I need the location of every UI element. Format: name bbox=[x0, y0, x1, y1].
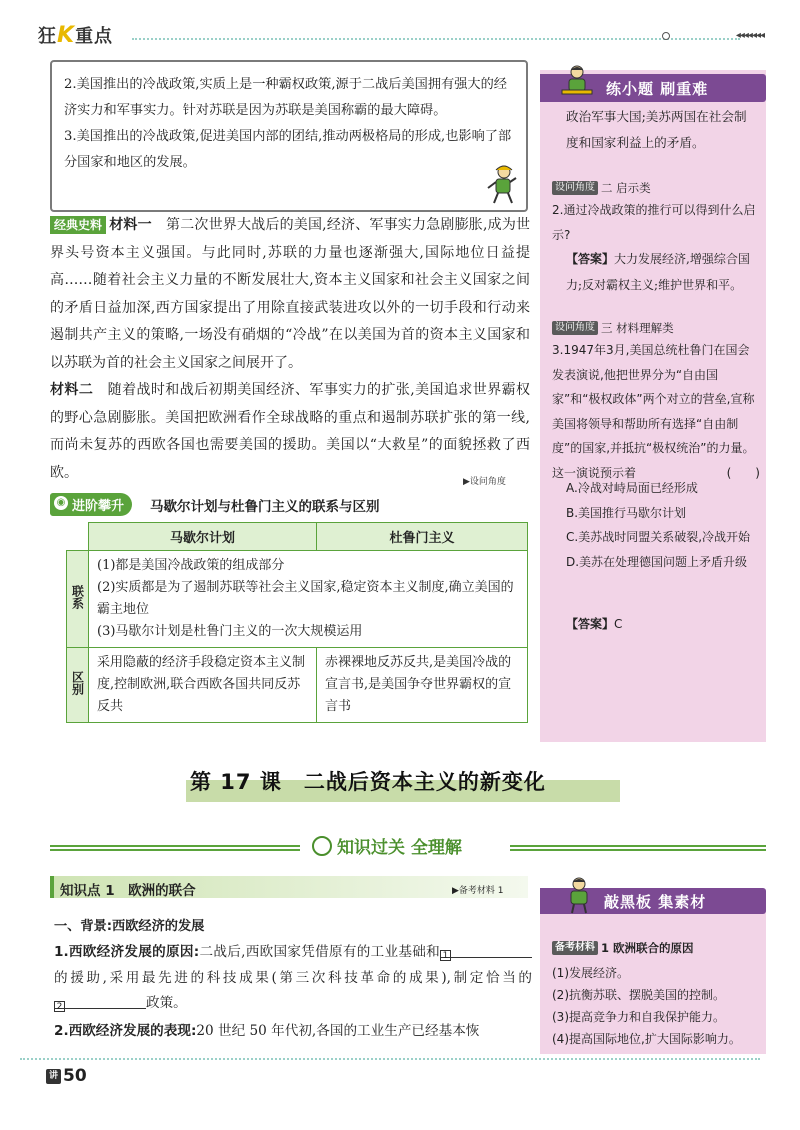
question-2: 2.通过冷战政策的推行可以得到什么启示? bbox=[552, 203, 756, 242]
angle-tag: 设问角度 bbox=[552, 181, 598, 195]
option-b[interactable]: B.美国推行马歇尔计划 bbox=[566, 505, 687, 520]
angle-tag: 设问角度 bbox=[552, 321, 598, 335]
item-2: 2.西欧经济发展的表现:20 世纪 50 年代初,各国的工业生产已经基本恢 bbox=[54, 1023, 480, 1039]
list-item: (2)抗衡苏联、摆脱美国的控制。 bbox=[552, 988, 725, 1002]
practice-title: 练小题 刷重难 bbox=[606, 80, 709, 98]
row-link-content: (1)都是美国冷战政策的组成部分 (2)实质都是为了遏制苏联等社会主义国家,稳定资本主义制度,确立美国的霸主地位 (3)马歇尔计划是杜鲁门主义的一次大规模运用 bbox=[89, 551, 528, 648]
advanced-header bbox=[50, 493, 380, 516]
footer-divider bbox=[20, 1058, 760, 1060]
section-heading: 一、背景:西欧经济的发展 bbox=[54, 919, 205, 934]
options-list bbox=[566, 476, 760, 574]
answer-3: 【答案】C bbox=[566, 617, 623, 631]
blackboard-title: 敲黑板 集素材 bbox=[604, 893, 707, 911]
cartoon-figure-icon bbox=[484, 164, 518, 204]
ask-angle-ref: ▶设问角度 bbox=[463, 477, 506, 487]
lesson-title: 第 17 课 二战后资本主义的新变化 bbox=[190, 770, 546, 794]
table-row bbox=[67, 648, 528, 723]
row-head-diff: 区别 bbox=[67, 648, 89, 723]
option-a[interactable]: A.冷战对峙局面已经形成 bbox=[566, 481, 698, 495]
item-1: 1.西欧经济发展的原因:二战后,西欧国家凭借原有的工业基础和 1的援助,采用最先进的科技成果(第三次科技革命的成果),制定恰当的2 政策。 bbox=[54, 944, 532, 1012]
student-desk-icon bbox=[560, 64, 594, 100]
angle-3: 设问角度 三 材料理解类 bbox=[552, 320, 674, 336]
material-tag: 备考材料 bbox=[552, 941, 598, 955]
answer-2: 【答案】大力发展经济,增强综合国力;反对霸权主义;维护世界和平。 bbox=[566, 252, 750, 292]
option-d[interactable]: D.美苏在处理德国问题上矛盾升级 bbox=[566, 554, 748, 569]
question-3: 3.1947年3月,美国总统杜鲁门在国会发表演说,他把世界分为“自由国家”和“极权政体”两个对立的营垒,宣称美国将领导和帮助所有选择“自由制度”的国家,并抵抗“极权统治”的力量。这一演说预示着 ( ) bbox=[552, 338, 760, 485]
header-dot-icon bbox=[662, 32, 670, 40]
page-number: 讲 50 bbox=[46, 1066, 87, 1086]
advanced-title: 马歇尔计划与杜鲁门主义的联系与区别 bbox=[150, 498, 380, 515]
header-arrows-icon: ◂◂◂◂◂◂◂ bbox=[735, 30, 764, 41]
point-title: 知识点 1 欧洲的联合 bbox=[60, 883, 196, 899]
blank-1[interactable]: 1 bbox=[440, 943, 532, 958]
brand-logo: 狂K重点 bbox=[38, 23, 114, 48]
list-item: (1)发展经济。 bbox=[552, 966, 629, 980]
header-divider bbox=[132, 38, 740, 40]
book-icon: 讲 bbox=[46, 1069, 61, 1084]
student-board-icon bbox=[562, 876, 596, 914]
angle-2: 设问角度 二 启示类 bbox=[552, 180, 651, 196]
advanced-tag: ◉ 进阶攀升 bbox=[50, 493, 132, 516]
material-1: 经典史料 材料一 第二次世界大战后的美国,经济、军事实力急剧膨胀,成为世界头号资本主义强国。与此同时,苏联的力量也逐渐强大,国际地位日益提高……随着社会主义力量的不断发展壮大,资本主义国家和社会主义国家之间的矛盾日益加深,西方国家提出了用除直接武装进攻以外的一切手段和行动来遏制共产主义的策略,一场没有硝烟的“冷战”在以美国为首的资本主义国家和以苏联为首的社会主义国家之间展开了。 bbox=[50, 217, 531, 371]
frame-para-2: 2.美国推出的冷战政策,实质上是一种霸权政策,源于二战后美国拥有强大的经济实力和军事实力。针对苏联是因为苏联是美国称霸的最大障碍。 bbox=[64, 77, 507, 118]
row-head-link: 联系 bbox=[67, 551, 89, 648]
comparison-table bbox=[66, 522, 528, 723]
answer-frame bbox=[50, 60, 528, 212]
col-marshall: 马歇尔计划 bbox=[89, 523, 317, 551]
classic-material bbox=[50, 212, 530, 487]
blackboard-head: 备考材料 1 欧洲联合的原因 bbox=[552, 940, 694, 956]
col-truman: 杜鲁门主义 bbox=[317, 523, 528, 551]
material-2: 材料二 随着战时和战后初期美国经济、军事实力的扩张,美国追求世界霸权的野心急剧膨胀。美国把欧洲看作全球战略的重点和遏制苏联扩张的第一线,而尚未复苏的西欧各国也需要美国的援助。美国以“大救星”的面貌拯救了西欧。 bbox=[50, 382, 531, 481]
refresh-icon bbox=[312, 836, 332, 856]
list-item: (3)提高竞争力和自我保护能力。 bbox=[552, 1010, 725, 1024]
frame-para-3: 3.美国推出的冷战政策,促进美国内部的团结,推动两极格局的形成,也影响了部分国家和地区的发展。 bbox=[64, 129, 512, 170]
pin-icon: ◉ bbox=[54, 496, 68, 510]
diff-truman: 赤裸裸地反苏反共,是美国冷战的宣言书,是美国争夺世界霸权的宣言书 bbox=[317, 648, 528, 723]
list-item: (4)提高国际地位,扩大国际影响力。 bbox=[552, 1032, 741, 1046]
point-ref: ▶备考材料 1 bbox=[452, 886, 504, 896]
answer-paren: ( ) bbox=[726, 465, 760, 480]
option-c[interactable]: C.美苏战时同盟关系破裂,冷战开始 bbox=[566, 530, 751, 544]
classic-tag: 经典史料 bbox=[50, 216, 106, 234]
blank-2[interactable]: 2 bbox=[54, 994, 146, 1009]
prev-answer-cont: 政治军事大国;美苏两国在社会制度和国家利益上的矛盾。 bbox=[566, 109, 747, 150]
diff-marshall: 采用隐蔽的经济手段稳定资本主义制度,控制欧洲,联合西欧各国共同反苏反共 bbox=[89, 648, 317, 723]
knowledge-title: 知识过关 全理解 bbox=[312, 833, 462, 858]
table-row bbox=[67, 551, 528, 648]
